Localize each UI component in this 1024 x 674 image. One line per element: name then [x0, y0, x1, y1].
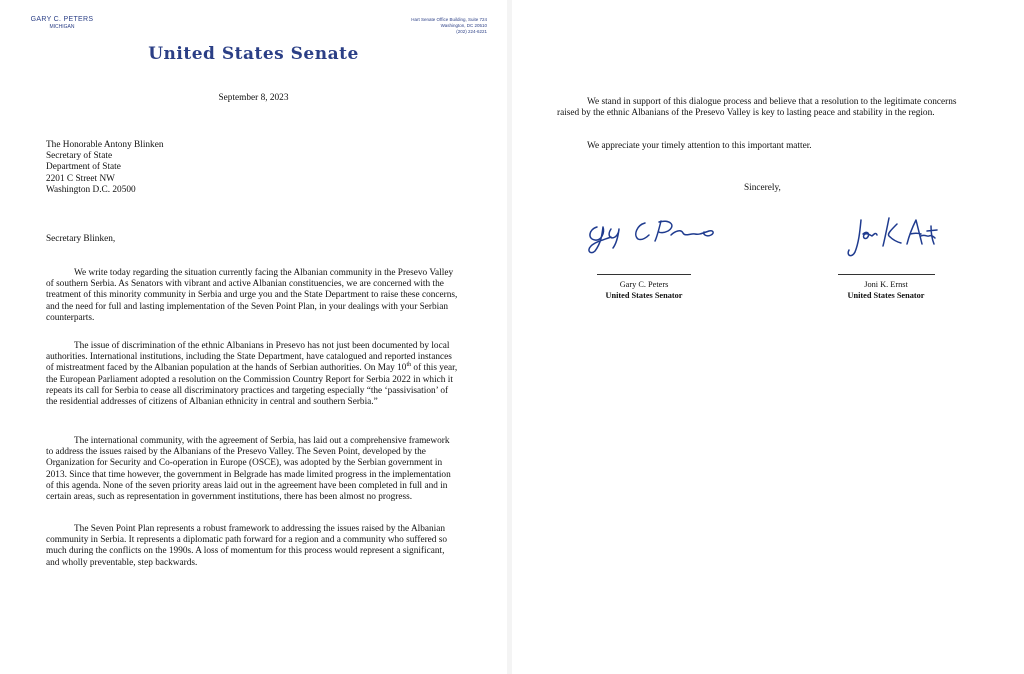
- office-line: (202) 224-6221: [456, 29, 487, 34]
- letterhead-title: United States Senate: [148, 44, 359, 64]
- letter-page-1: [0, 0, 507, 674]
- recipient-line: Secretary of State: [46, 151, 113, 162]
- recipient-line: Washington D.C. 20500: [46, 184, 136, 195]
- signer-block: [584, 279, 704, 301]
- signer-name: Joni K. Ernst: [864, 280, 908, 289]
- sender-state: MICHIGAN: [49, 24, 75, 30]
- body-paragraph: The Seven Point Plan represents a robust framework to addressing the issues raised by the Albanian community in Serbia. It represents a diplomatic path forward for a region and a community who suffered so much during the conflicts on the 1990s. A loss of momentum for this process would represent a significant, and wholly preventable, step backwards.: [46, 524, 448, 568]
- sender-name: GARY C. PETERS: [30, 16, 94, 23]
- signature-ernst: [845, 212, 940, 260]
- paragraph-text: The issue of discrimination of the ethnic Albanians in Presevo has not just been documented by local authorities. International institutions, including the State Department, have catalogued and reported instances of mistreatment faced by the Albanian population at the hands of Serbian authorities. On May 10: [46, 341, 452, 374]
- signer-title: United States Senator: [847, 291, 925, 300]
- office-line: Washington, DC 20510: [440, 23, 487, 28]
- recipient-line: Department of State: [46, 162, 121, 173]
- office-line: Hart Senate Office Building, Suite 724: [411, 17, 487, 22]
- ordinal-superscript: th: [406, 362, 412, 369]
- recipient-line: 2201 C Street NW: [46, 173, 115, 184]
- closing: Sincerely,: [744, 183, 781, 193]
- body-paragraph: [46, 341, 458, 408]
- signer-block: [826, 279, 946, 301]
- office-address: [367, 17, 487, 35]
- paragraph-text: of this year, the European Parliament adopted a resolution on the Commission Country Report for Serbia 2022 in which it repeats its call for Serbia to cease all discriminatory practices and targeting especially “the ‘passivisation’ of the residential addresses of citizens of Albanian ethnicity in central and southern Serbia.”: [46, 363, 458, 408]
- body-paragraph: We appreciate your timely attention to this important matter.: [587, 141, 812, 151]
- signer-title: United States Senator: [605, 291, 683, 300]
- recipient-line: The Honorable Antony Blinken: [46, 140, 164, 150]
- signature-line: [838, 274, 935, 275]
- letter-date: September 8, 2023: [218, 93, 289, 103]
- signer-name: Gary C. Peters: [619, 280, 669, 289]
- body-paragraph: We stand in support of this dialogue process and believe that a resolution to the legitimate concerns raised by the ethnic Albanians of the Presevo Valley is key to lasting peace and stability in the region.: [557, 97, 957, 119]
- sender-block: [22, 16, 102, 30]
- body-paragraph: We write today regarding the situation currently facing the Albanian community in the Presevo Valley of southern Serbia. As Senators with vibrant and active Albanian constituencies, we are concerned with the treatment of this minority community in Serbia and urge you and the State Department to raise these concerns, and the need for full and lasting implementation of the Seven Point Plan, in your dealings with your Serbian counterparts.: [46, 268, 458, 323]
- body-paragraph: The international community, with the agreement of Serbia, has laid out a comprehensive framework to address the issues raised by the Albanians of the Presevo Valley. The Seven Point, developed by the Organization for Security and Co-operation in Europe (OSCE), was adopted by the Serbian government in 2013. Since that time however, the government in Belgrade has made limited progress in the implementation of this agenda. None of the seven priority areas laid out in the agreement have been completed in full and in certain areas, such as representation in government institutions, there has been almost no progress.: [46, 436, 451, 503]
- recipient-address: [46, 140, 163, 196]
- signature-line: [597, 274, 691, 275]
- signature-peters: [583, 213, 723, 255]
- salutation: Secretary Blinken,: [46, 234, 116, 244]
